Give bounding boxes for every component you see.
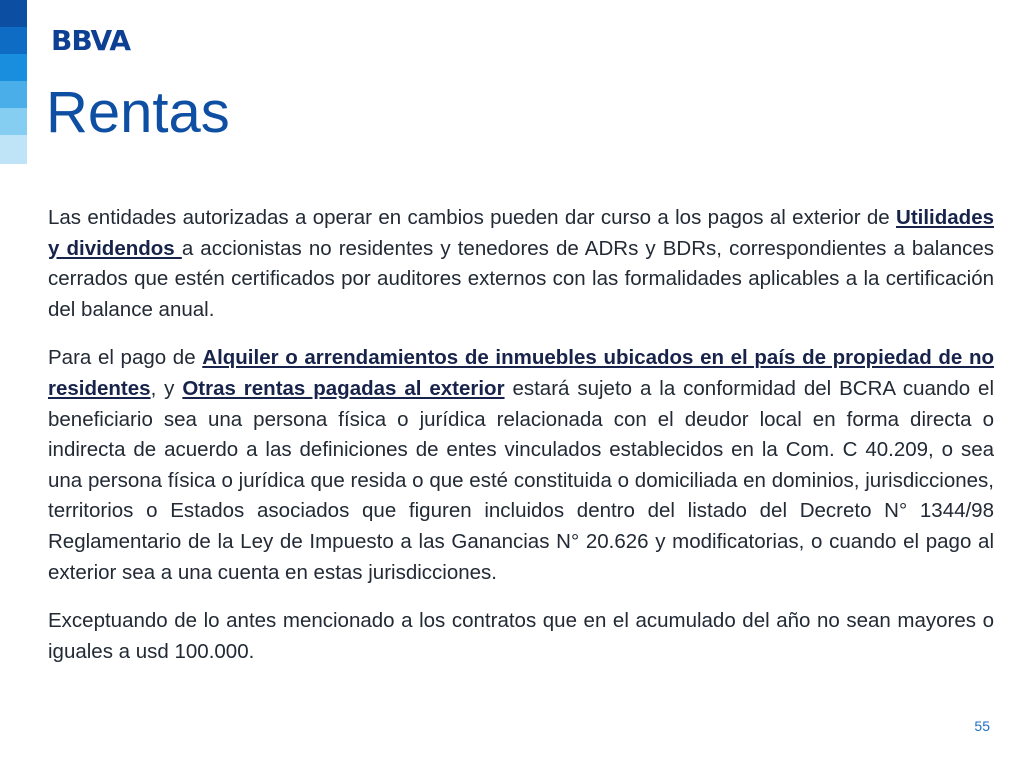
otras-rentas-term: Otras rentas pagadas al exterior	[182, 376, 505, 400]
bbva-logo: BBVA	[51, 24, 130, 57]
decor-stripe-3	[0, 54, 27, 81]
paragraph-text: a accionistas no residentes y tenedores de ADRs y BDRs, correspondientes a balances cerrados que estén certificados por auditores externos con las formalidades aplicables a la certificación del balance anual.	[48, 236, 994, 321]
slide-title: Rentas	[46, 80, 230, 145]
alquiler-term: Alquiler o arrendamientos de inmuebles ubicados en el país de propiedad de no residentes	[48, 346, 994, 400]
page-number: 55	[974, 718, 990, 734]
paragraph-text: Las entidades autorizadas a operar en cambios pueden dar curso a los pagos al exterior de	[48, 206, 897, 229]
slide-body	[48, 203, 994, 685]
decor-stripe-4	[0, 81, 27, 108]
paragraph-text: Para el pago de	[48, 346, 203, 370]
paragraph-excepcion: Exceptuando de lo antes mencionado a los contratos que en el acumulado del año no sean mayores o iguales a usd 100.000.	[48, 609, 994, 663]
decor-stripe-1	[0, 0, 27, 27]
decor-stripe-2	[0, 27, 27, 54]
paragraph-alquiler	[48, 343, 994, 588]
decor-stripe-6	[0, 135, 27, 164]
paragraph-text: , y	[150, 376, 183, 400]
utilidades-dividendos-term: Utilidades y dividendos	[48, 206, 994, 260]
decor-stripe-5	[0, 108, 27, 135]
paragraph-text: estará sujeto a la conformidad del BCRA cuando el beneficiario sea una persona física o jurídica relacionada con el deudor local en forma directa o indirecta de acuerdo a las definiciones de entes vinculados establecidos en la Com. C 40.209, o sea una persona física o jurídica que resida o que esté constituida o domiciliada en dominios, jurisdicciones, territorios o Estados asociados que figuren incluidos dentro del listado del Decreto N° 1344/98 Reglamentario de la Ley de Impuesto a las Ganancias N° 20.626 y modificatorias, o cuando el pago al exterior sea a una cuenta en estas jurisdicciones.	[48, 376, 994, 584]
paragraph-utilidades	[48, 203, 994, 325]
